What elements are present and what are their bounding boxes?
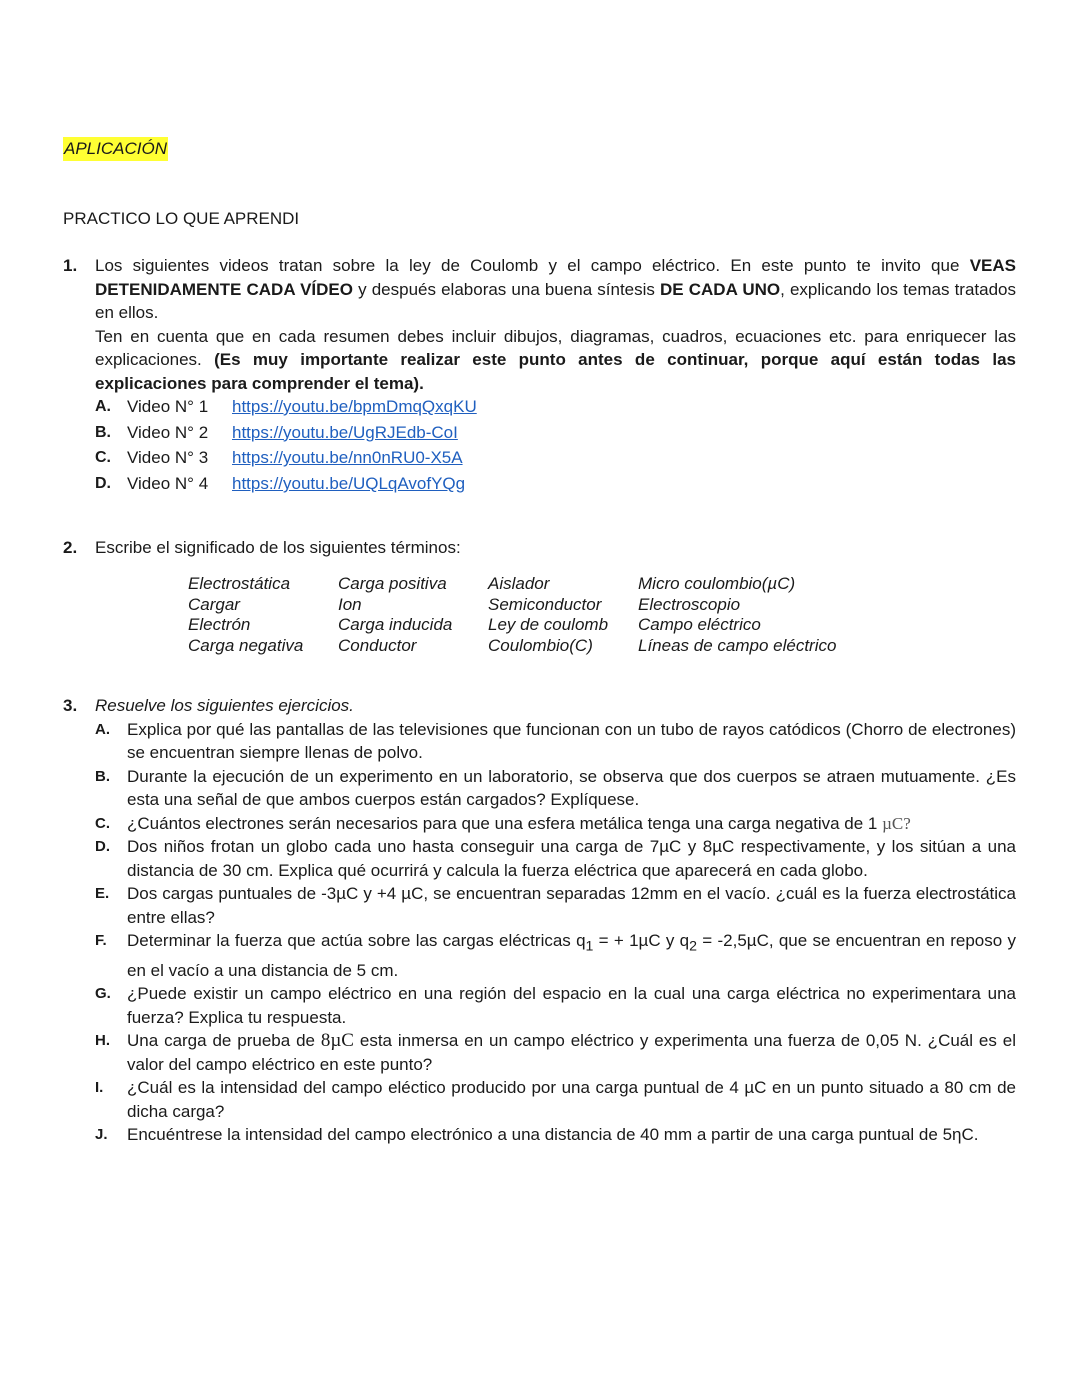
question-3-title: Resuelve los siguientes ejercicios. [95,696,354,715]
video-link[interactable]: https://youtu.be/bpmDmqQxqKU [232,397,477,416]
question-number: 1. [63,256,78,275]
term: Conductor [338,635,417,655]
term: Ley de coulomb [488,615,609,634]
question-2 [63,536,1016,560]
terms-grid [188,574,878,656]
question-number: 3. [63,696,78,715]
question-3 [63,694,1016,1147]
term: Micro coulombio(µC) [638,574,796,593]
term: Semiconductor [488,594,602,614]
term: Coulombio(C) [488,635,593,655]
question-2-text: Escribe el significado de los siguientes términos: [95,538,461,557]
exercise-item: B. Durante la ejecución de un experimento en un laboratorio, se observa que dos cuerpos se atraen mutuamente. ¿Es esta una señal de que ambos cuerpos están cargados? Explíquese. [95,766,1016,809]
exercise-item: H. Una carga de prueba de 8µC esta inmersa en un campo eléctrico y experimenta una fuerza de 0,05 N. ¿Cuál es el valor del campo eléctrico en este punto? [95,1030,1016,1074]
exercise-item: J. Encuéntrese la intensidad del campo electrónico a una distancia de 40 mm a partir de una carga puntual de 5ηC. [95,1125,979,1145]
exercise-item: F. Determinar la fuerza que actúa sobre las cargas eléctricas $q_1$ = + 1µC y $q_2 = -2,5\mu C$, que se encuentran en reposo y en el vacío a una distancia de 5 cm. [95,931,1016,980]
section-subheading: PRACTICO LO QUE APRENDI [63,209,300,228]
term: Carga positiva [338,574,447,593]
question-1-paragraph-2: Ten en cuenta que en cada resumen debes incluir dibujos, diagramas, cuadros, ecuaciones etc. para enriquecer las explicaciones. (Es muy importante realizar este punto antes de continuar, porque aquí están todas las explicaciones para comprender el tema). [95,326,1016,393]
video-link[interactable]: https://youtu.be/UgRJEdb-CoI [232,422,458,442]
exercise-item: E. Dos cargas puntuales de -3µC y +4 µC, se encuentran separadas 12mm en el vacío. ¿cuál es la fuerza electrostática entre ellas? [95,884,1016,927]
term: Ion [338,594,362,614]
video-link[interactable]: https://youtu.be/UQLqAvofYQg [232,474,466,494]
list-item: C. Video N° 3 https://youtu.be/nn0nRU0-X5A [95,446,1016,472]
exercise-item: G. ¿Puede existir un campo eléctrico en una región del espacio en la cual una carga eléctrica no experimentara una fuerza? Explica tu respuesta. [95,984,1016,1027]
exercise-item: D. Dos niños frotan un globo cada uno hasta conseguir una carga de 7µC y 8µC respectivamente, y los sitúan a una distancia de 30 cm. Explica qué ocurrirá y calcula la fuerza eléctrica que aparecerá en cada globo. [95,837,1016,880]
term: Electroscopio [638,594,741,614]
term: Aislador [488,574,550,593]
question-1-paragraph-1: Los siguientes videos tratan sobre la ley de Coulomb y el campo eléctrico. En este punto te invito que VEAS DETENIDAMENTE CADA VÍDEO y después elaboras una buena síntesis DE CADA UNO, explicando los temas tratados en ellos. [95,256,1016,322]
video-link[interactable]: https://youtu.be/nn0nRU0-X5A [232,448,463,468]
question-1 [63,254,1016,498]
exercise-item: A. Explica por qué las pantallas de las televisiones que funcionan con un tubo de rayos catódicos (Chorro de electrones) se encuentran siempre llenas de polvo. [95,719,1016,762]
term: Carga inducida [338,615,453,634]
term: Campo eléctrico [638,615,761,634]
term: Carga negativa [188,635,304,655]
section-heading: APLICACIÓN [63,137,168,161]
exercise-list [95,718,1016,1147]
term: Líneas de campo eléctrico [638,635,837,655]
question-number: 2. [63,538,78,557]
exercise-item: I. ¿Cuál es la intensidad del campo eléctico producido por una carga puntual de 4 µC en un punto situado a 80 cm de dicha carga? [95,1078,1016,1121]
list-item: A. Video N° 1 https://youtu.be/bpmDmqQxqKU [95,395,1016,421]
term: Electrostática [188,574,291,593]
term: Electrón [188,615,251,634]
exercise-item: C. ¿Cuántos electrones serán necesarios para que una esfera metálica tenga una carga negativa de 1 µC? [95,813,911,833]
video-list [95,395,1016,498]
list-item: D. Video N° 4 https://youtu.be/UQLqAvofYQg [95,472,1016,498]
list-item: B. Video N° 2 https://youtu.be/UgRJEdb-CoI [95,421,1016,447]
term: Cargar [188,594,240,614]
